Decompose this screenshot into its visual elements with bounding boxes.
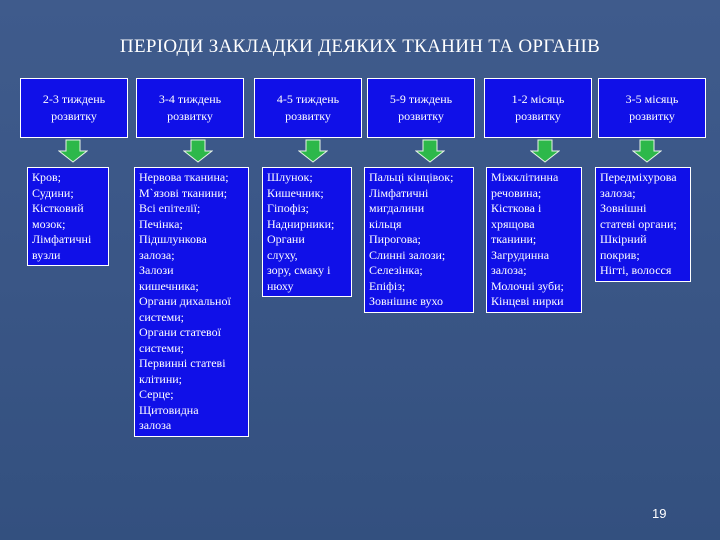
organ-item: системи; — [139, 340, 184, 355]
organ-item: Шкірний — [600, 232, 647, 246]
down-arrow-icon — [183, 139, 213, 163]
period-box — [254, 78, 362, 138]
organ-item: статеві органи; — [600, 216, 677, 231]
organ-item: Зовнішні — [600, 201, 647, 215]
organ-item: тканини; — [491, 232, 537, 246]
organ-item: Лімфатичні — [369, 185, 429, 200]
organ-item: Наднирники; — [267, 216, 335, 231]
period-label: 1-2 місяць розвитку — [511, 92, 565, 123]
organ-item: Селезінка; — [369, 263, 423, 277]
organ-item: Пирогова; — [369, 232, 421, 246]
down-arrow-icon — [530, 139, 560, 163]
period-box — [136, 78, 244, 138]
organ-item: нюху — [267, 278, 294, 293]
down-arrow-icon — [632, 139, 662, 163]
organ-item: вузли — [32, 247, 61, 262]
organ-item: Судини; — [32, 185, 74, 200]
slide-title: ПЕРІОДИ ЗАКЛАДКИ ДЕЯКИХ ТКАНИН ТА ОРГАНІВ — [119, 36, 601, 57]
period-label: 3-4 тиждень розвитку — [158, 92, 222, 123]
organ-item: залоза; — [139, 247, 175, 262]
organ-item: Лімфатичні — [32, 232, 92, 246]
period-label: 4-5 тиждень розвитку — [276, 92, 340, 123]
organ-item: мигдалини — [369, 201, 425, 215]
organ-item: залоза; — [600, 185, 636, 200]
organ-item: Загрудинна — [491, 247, 550, 262]
organ-item: Органи статевої — [139, 325, 221, 339]
organ-item: Гіпофіз; — [267, 201, 309, 215]
organ-item: мозок; — [32, 216, 66, 231]
organ-item: Органи — [267, 232, 305, 246]
organ-item: кишечника; — [139, 278, 199, 293]
organ-item: Органи дихальної — [139, 294, 231, 308]
organ-item: Молочні зуби; — [491, 278, 564, 293]
organ-item: Пальці кінцівок; — [369, 170, 454, 184]
organ-item: зору, смаку і — [267, 263, 331, 277]
organ-item: Щитовидна — [139, 402, 199, 417]
organ-item: Кінцеві нирки — [491, 294, 564, 308]
organ-item: хрящова — [491, 216, 535, 231]
page-number: 19 — [652, 506, 667, 521]
organ-item: Кишечник; — [267, 185, 324, 200]
organ-item: системи; — [139, 309, 184, 324]
organ-item: Передміхурова — [600, 170, 677, 184]
organ-item: залоза — [139, 418, 172, 432]
organs-box — [486, 167, 582, 313]
organ-item: Міжклітинна — [491, 170, 559, 184]
organ-item: Нервова тканина; — [139, 170, 229, 184]
period-box — [367, 78, 475, 138]
organ-item: Кісткова і — [491, 201, 542, 215]
period-box — [20, 78, 128, 138]
organ-item: Зовнішнє вухо — [369, 294, 444, 308]
organ-item: кільця — [369, 216, 402, 231]
organ-item: Серце; — [139, 387, 174, 401]
period-label: 3-5 місяць розвитку — [625, 92, 679, 123]
organ-item: М`язові тканини; — [139, 185, 228, 200]
organ-item: речовина; — [491, 185, 542, 200]
organ-item: Слинні залози; — [369, 247, 446, 262]
organs-box — [595, 167, 691, 282]
down-arrow-icon — [58, 139, 88, 163]
organ-item: Первинні статеві — [139, 356, 226, 370]
organ-item: Епіфіз; — [369, 278, 406, 293]
organ-item: слуху, — [267, 247, 298, 262]
organ-item: Підшлункова — [139, 232, 207, 246]
organs-box — [27, 167, 109, 266]
period-label: 2-3 тиждень розвитку — [42, 92, 106, 123]
organ-item: Всі епітелії; — [139, 201, 201, 215]
organ-item: покрив; — [600, 247, 640, 262]
organ-item: Кістковий — [32, 201, 84, 215]
down-arrow-icon — [415, 139, 445, 163]
organ-item: Кров; — [32, 170, 62, 184]
organ-item: Шлунок; — [267, 170, 313, 184]
period-box — [598, 78, 706, 138]
period-box — [484, 78, 592, 138]
organs-box — [364, 167, 474, 313]
organ-item: Залози — [139, 263, 174, 277]
organ-item: залоза; — [491, 263, 527, 277]
organ-item: Нігті, волосся — [600, 263, 672, 277]
period-label: 5-9 тиждень розвитку — [389, 92, 453, 123]
down-arrow-icon — [298, 139, 328, 163]
organ-item: клітини; — [139, 371, 182, 386]
organ-item: Печінка; — [139, 216, 183, 231]
organs-box — [262, 167, 352, 297]
organs-box — [134, 167, 249, 437]
